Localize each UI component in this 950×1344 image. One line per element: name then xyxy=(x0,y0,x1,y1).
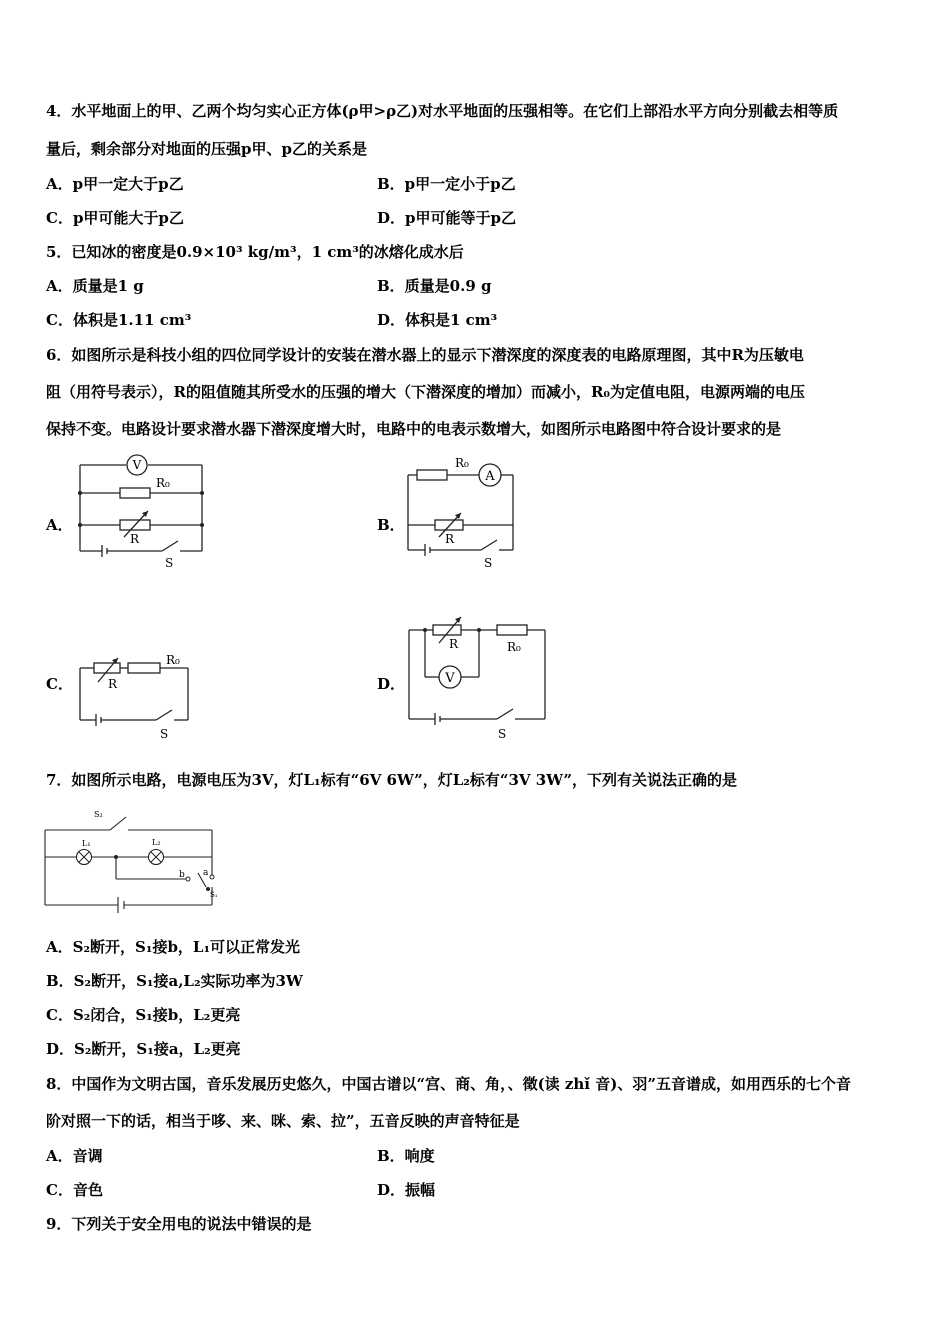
q5-option-c: C．体积是1.11 cm³ xyxy=(46,311,192,329)
q6c-r0-label: R₀ xyxy=(166,653,180,667)
q6b-r-label: R xyxy=(445,532,455,546)
q4-option-c: C．p甲可能大于p乙 xyxy=(46,209,184,227)
q4-stem-line2: 量后，剩余部分对地面的压强p甲、p乙的关系是 xyxy=(46,140,367,158)
q7-a-label: a xyxy=(203,868,209,878)
q6d-s-label: S xyxy=(498,727,507,741)
lamp-l2-icon xyxy=(149,850,164,865)
q6a-voltmeter-symbol: V xyxy=(132,458,142,472)
q8-option-a: A．音调 xyxy=(46,1147,103,1165)
q6a-r-label: R xyxy=(130,532,140,546)
q5-option-a: A．质量是1 g xyxy=(46,277,144,295)
q8-option-d: D．振幅 xyxy=(377,1181,436,1199)
q8-option-c: C．音色 xyxy=(46,1181,103,1199)
q6b-s-label: S xyxy=(484,556,493,570)
q9-stem: 9．下列关于安全用电的说法中错误的是 xyxy=(46,1215,312,1233)
q6-label-c: C． xyxy=(46,675,73,693)
q7-b-label: b xyxy=(179,870,185,880)
q8-stem-line2: 阶对照一下的话，相当于哆、来、咪、索、拉”，五音反映的声音特征是 xyxy=(46,1112,520,1130)
q6c-s-label: S xyxy=(160,727,169,741)
q6a-s-label: S xyxy=(165,556,174,570)
q6-stem-line1: 6．如图所示是科技小组的四位同学设计的安装在潜水器上的显示下潜深度的深度表的电路原理图，其中R为压敏电 xyxy=(46,346,804,364)
q6-label-b: B． xyxy=(377,516,405,534)
q5-stem: 5．已知冰的密度是0.9×10³ kg/m³，1 cm³的冰熔化成水后 xyxy=(46,243,464,261)
q6-label-d: D． xyxy=(377,675,406,693)
lamp-l1-icon xyxy=(77,850,92,865)
q8-stem-line1: 8．中国作为文明古国，音乐发展历史悠久，中国古谱以“宫、商、角，、徵(读 zhǐ 音)、羽”五音谱成，如用西乐的七个音 xyxy=(46,1075,851,1093)
q7-option-d: D．S₂断开，S₁接a，L₂更亮 xyxy=(46,1040,241,1058)
q6-circuit-d xyxy=(405,615,550,740)
q6b-r0-label: R₀ xyxy=(455,456,469,470)
q7-stem: 7．如图所示电路，电源电压为3V，灯L₁标有“6V 6W”，灯L₂标有“3V 3W”，下列有关说法正确的是 xyxy=(46,771,737,789)
q6a-r0-label: R₀ xyxy=(156,476,170,490)
q7-s2-label: S₂ xyxy=(94,810,103,819)
q8-option-b: B．响度 xyxy=(377,1147,435,1165)
q6b-ammeter-symbol: A xyxy=(485,469,495,484)
q5-option-d: D．体积是1 cm³ xyxy=(377,311,498,329)
q7-l1-label: L₁ xyxy=(82,839,91,848)
q4-option-b: B．p甲一定小于p乙 xyxy=(377,175,516,193)
q6-stem-line2: 阻（用符号表示），R的阻值随其所受水的压强的增大（下潜深度的增加）而减小，R₀为定值电阻，电源两端的电压 xyxy=(46,383,806,401)
q7-l2-label: L₂ xyxy=(152,838,161,847)
q6-circuit-c xyxy=(76,650,196,740)
q6d-r-label: R xyxy=(449,637,459,651)
q7-option-b: B．S₂断开，S₁接a,L₂实际功率为3W xyxy=(46,972,303,990)
q7-option-c: C．S₂闭合，S₁接b，L₂更亮 xyxy=(46,1006,241,1024)
q4-option-a: A．p甲一定大于p乙 xyxy=(46,175,184,193)
q6c-r-label: R xyxy=(108,677,118,691)
q6-circuit-b xyxy=(405,455,525,570)
q6-circuit-a xyxy=(76,455,206,570)
q4-stem-line1: 4．水平地面上的甲、乙两个均匀实心正方体(ρ甲>ρ乙)对水平地面的压强相等。在它们上部沿水平方向分别截去相等质 xyxy=(46,102,839,120)
q6d-voltmeter-symbol: V xyxy=(445,671,455,686)
q6-label-a: A． xyxy=(46,516,73,534)
q4-option-d: D．p甲可能等于p乙 xyxy=(377,209,516,227)
q6-stem-line3: 保持不变。电路设计要求潜水器下潜深度增大时，电路中的电表示数增大，如图所示电路图中符合设计要求的是 xyxy=(46,420,782,438)
q7-circuit xyxy=(40,805,225,925)
q7-option-a: A．S₂断开，S₁接b，L₁可以正常发光 xyxy=(46,938,301,956)
q7-s1-label: S₁ xyxy=(210,891,218,899)
q6d-r0-label: R₀ xyxy=(507,640,521,654)
q5-option-b: B．质量是0.9 g xyxy=(377,277,492,295)
